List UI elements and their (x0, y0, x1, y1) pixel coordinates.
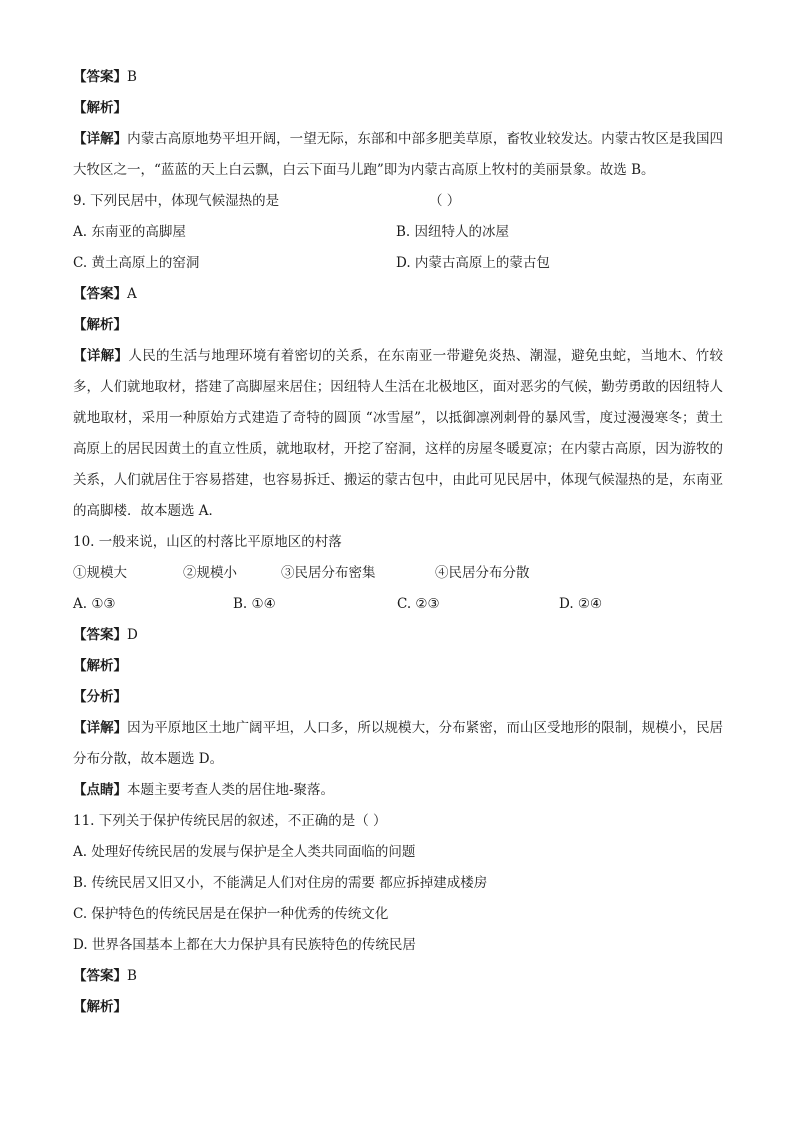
answer-label: 【答案】 (73, 69, 127, 85)
q8-answer-line (73, 62, 723, 93)
q9-question-line (73, 186, 723, 217)
option-b: B. 因纽特人的冰屋 (396, 224, 510, 240)
q9-detail-paragraph (73, 341, 723, 527)
analysis-label: 【解析】 (73, 100, 127, 116)
q9-options-row-2 (73, 248, 723, 279)
detail-text: 因为平原地区土地广阔平坦，人口多，所以规模大，分布紧密，而山区受地形的限制，规模小，民居分布分散，故本题选 D。 (73, 720, 724, 767)
option-b: B. ①④ (233, 596, 276, 612)
question-text: 9. 下列民居中，体现气候湿热的是 (73, 193, 280, 209)
q10-items-row (73, 558, 723, 589)
fenxi-label: 【分析】 (73, 689, 127, 705)
q10-detail-paragraph (73, 713, 723, 775)
detail-label: 【详解】 (73, 348, 129, 364)
answer-value: D (127, 627, 138, 643)
option-b: B. 传统民居又旧又小，不能满足人们对住房的需要 都应拆掉建成楼房 (73, 875, 488, 891)
q11-option-a (73, 837, 723, 868)
q11-option-d (73, 930, 723, 961)
document-page (73, 62, 723, 1023)
q9-options-row-1 (73, 217, 723, 248)
question-text: 10. 一般来说，山区的村落比平原地区的村落 (73, 534, 342, 550)
q8-detail-paragraph (73, 124, 723, 186)
answer-value: B (127, 968, 137, 984)
q10-question-line (73, 527, 723, 558)
option-c: C. 保护特色的传统民居是在保护一种优秀的传统文化 (73, 906, 389, 922)
q9-answer-line (73, 279, 723, 310)
answer-value: B (127, 69, 137, 85)
analysis-label: 【解析】 (73, 658, 127, 674)
detail-label: 【详解】 (73, 131, 128, 147)
option-d: D. 内蒙古高原上的蒙古包 (396, 255, 550, 271)
q11-answer-line (73, 961, 723, 992)
option-d: D. 世界各国基本上都在大力保护具有民族特色的传统民居 (73, 937, 416, 953)
detail-label: 【详解】 (73, 720, 128, 736)
answer-label: 【答案】 (73, 286, 127, 302)
comment-label: 【点睛】 (73, 782, 127, 798)
question-text: 11. 下列关于保护传统民居的叙述，不正确的是（ ） (73, 813, 387, 829)
q10-comment-line (73, 775, 723, 806)
q10-answer-line (73, 620, 723, 651)
option-c: C. 黄土高原上的窑洞 (73, 255, 200, 271)
answer-bracket: （ ） (429, 193, 461, 209)
item-1: ①规模大 (73, 565, 127, 581)
q10-analysis-line (73, 651, 723, 682)
option-a: A. 处理好传统民居的发展与保护是全人类共同面临的问题 (73, 844, 416, 860)
option-d: D. ②④ (559, 596, 603, 612)
q11-option-c (73, 899, 723, 930)
answer-label: 【答案】 (73, 627, 127, 643)
detail-text: 内蒙古高原地势平坦开阔，一望无际，东部和中部多肥美草原，畜牧业较发达。内蒙古牧区是我国四大牧区之一，“蓝蓝的天上白云飘，白云下面马儿跑”即为内蒙古高原上牧村的美丽景象。故选 B。 (73, 131, 724, 178)
q11-question-line (73, 806, 723, 837)
comment-text: 本题主要考查人类的居住地-聚落。 (127, 782, 335, 798)
answer-value: A (127, 286, 137, 302)
option-c: C. ②③ (397, 596, 440, 612)
option-a: A. 东南亚的高脚屋 (73, 224, 186, 240)
detail-text: 人民的生活与地理环境有着密切的关系，在东南亚一带避免炎热、潮湿，避免虫蛇，当地木、竹较多，人们就地取材，搭建了高脚屋来居住；因纽特人生活在北极地区，面对恶劣的气候，勤劳勇敢的因纽特人就地取材，采用一种原始方式建造了奇特的圆顶 “冰雪屋”，以抵御凛冽刺骨的暴风雪，度过漫漫寒冬；黄土高原上的居民因黄土的直立性质，就地取材，开挖了窑洞，这样的房屋冬暖夏凉；在内蒙古高原，因为游牧的关系，人们就居住于容易搭建，也容易拆迁、搬运的蒙古包中，由此可见民居中，体现气候湿热的是，东南亚的高脚楼．故本题选 A． (73, 348, 724, 519)
item-2: ②规模小 (183, 565, 237, 581)
q11-option-b (73, 868, 723, 899)
q10-options-row (73, 589, 723, 620)
q11-analysis-line (73, 992, 723, 1023)
answer-label: 【答案】 (73, 968, 127, 984)
analysis-label: 【解析】 (73, 317, 127, 333)
q8-analysis-line (73, 93, 723, 124)
analysis-label: 【解析】 (73, 999, 127, 1015)
q9-analysis-line (73, 310, 723, 341)
option-a: A. ①③ (73, 596, 116, 612)
item-3: ③民居分布密集 (281, 565, 376, 581)
item-4: ④民居分布分散 (435, 565, 530, 581)
q10-fenxi-line (73, 682, 723, 713)
